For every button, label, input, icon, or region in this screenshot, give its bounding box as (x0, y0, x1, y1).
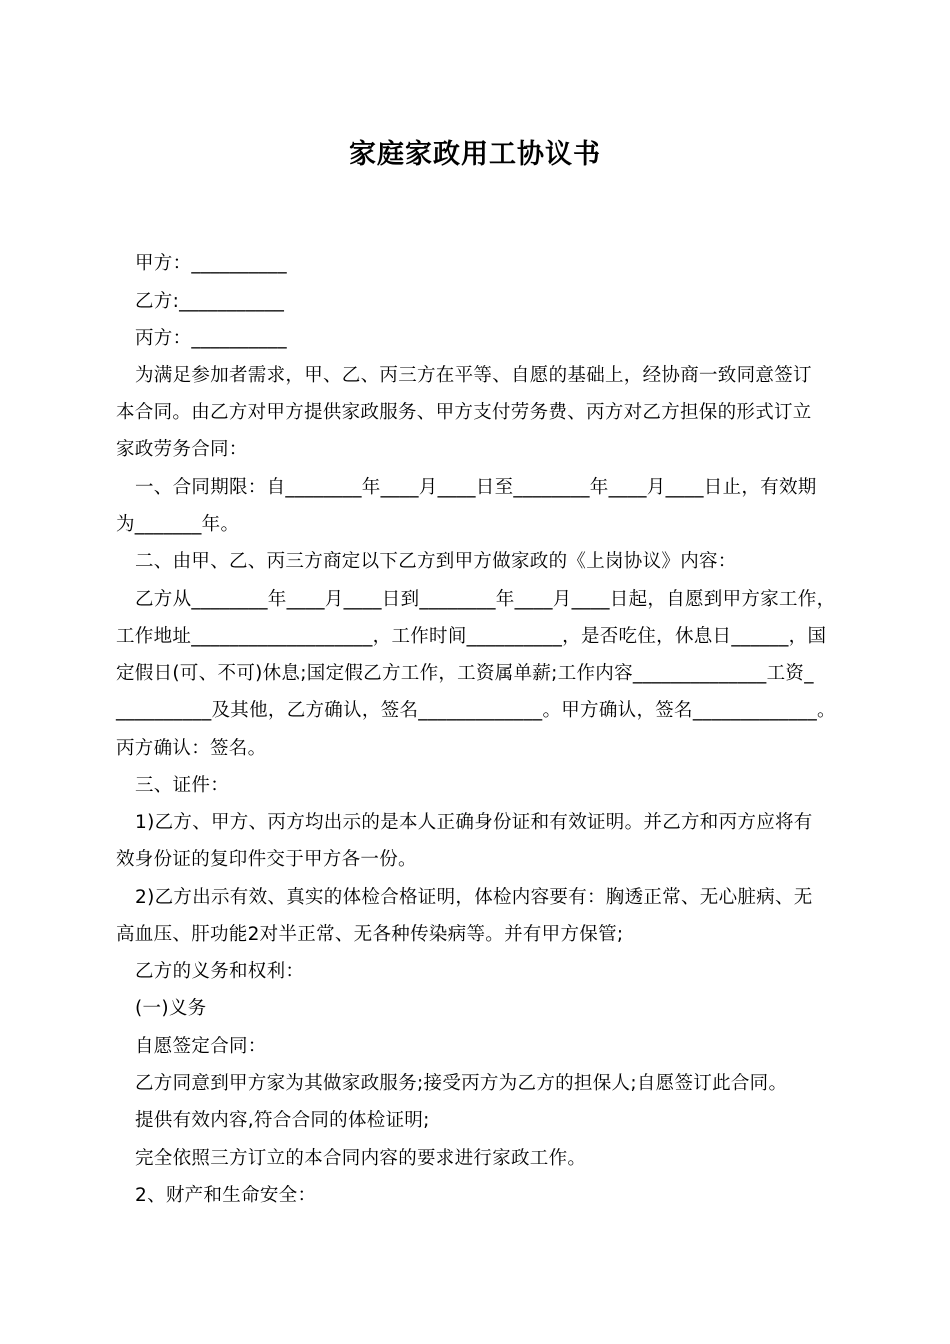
paragraph-line: __________及其他，乙方确认，签名_____________。甲方确认，签名_____________。 (116, 700, 836, 721)
paragraph-line: 效身份证的复印件交于甲方各一份。 (116, 849, 417, 870)
paragraph-line: 家政劳务合同： (116, 439, 248, 460)
paragraph-line: 为_______年。 (116, 514, 240, 535)
paragraph-line: 乙方同意到甲方家为其做家政服务;接受丙方为乙方的担保人;自愿签订此合同。 (135, 1073, 788, 1094)
paragraph-line: 为满足参加者需求，甲、乙、丙三方在平等、自愿的基础上，经协商一致同意签订 (135, 365, 812, 386)
paragraph-line: 二、由甲、乙、丙三方商定以下乙方到甲方做家政的《上岗协议》内容： (135, 551, 737, 572)
paragraph-line: 提供有效内容,符合合同的体检证明; (135, 1110, 430, 1131)
paragraph-line: 工作地址___________________，工作时间__________，是否吃住，休息日______，国 (116, 626, 827, 647)
paragraph-line: 自愿签定合同： (135, 1036, 267, 1057)
paragraph-line: 定假日(可、不可)休息;国定假乙方工作，工资属单薪;工作内容______________工资_ (116, 663, 814, 684)
party-a-line: 甲方：__________ (135, 253, 287, 274)
section-heading: 乙方的义务和权利： (135, 961, 305, 982)
party-b-line: 乙方:___________ (135, 291, 285, 312)
paragraph-line: 一、合同期限：自________年____月____日至________年____月____日止，有效期 (135, 477, 817, 498)
section-heading: (一)义务 (135, 998, 207, 1019)
paragraph-line: 完全依照三方订立的本合同内容的要求进行家政工作。 (135, 1148, 587, 1169)
document-title: 家庭家政用工协议书 (349, 139, 601, 170)
paragraph-line: 本合同。由乙方对甲方提供家政服务、甲方支付劳务费、丙方对乙方担保的形式订立 (116, 402, 812, 423)
section-heading: 2、财产和生命安全： (135, 1185, 317, 1206)
paragraph-line: 高血压、肝功能2对半正常、无各种传染病等。并有甲方保管; (116, 924, 624, 945)
paragraph-line: 1)乙方、甲方、丙方均出示的是本人正确身份证和有效证明。并乙方和丙方应将有 (135, 812, 813, 833)
paragraph-line: 乙方从________年____月____日到________年____月____日起，自愿到甲方家工作， (135, 589, 836, 610)
section-heading: 三、证件： (135, 775, 230, 796)
paragraph-line: 2)乙方出示有效、真实的体检合格证明，体检内容要有：胸透正常、无心脏病、无 (135, 887, 813, 908)
paragraph-line: 丙方确认：签名。 (116, 738, 267, 759)
party-c-line: 丙方：__________ (135, 328, 287, 349)
